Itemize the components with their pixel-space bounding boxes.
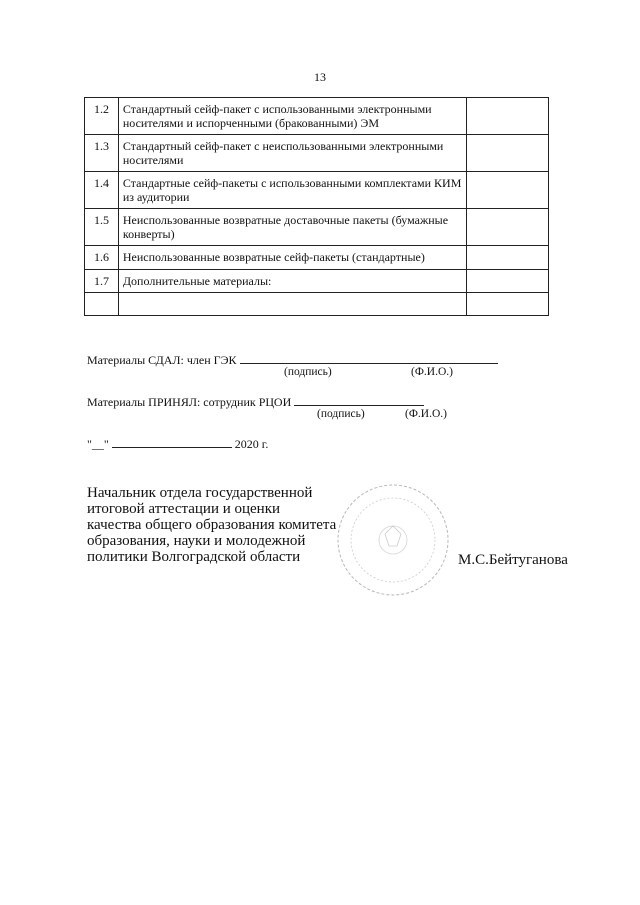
received-label: Материалы ПРИНЯЛ: сотрудник РЦОИ (87, 395, 292, 409)
row-number: 1.7 (85, 270, 119, 293)
row-value-cell[interactable] (466, 246, 548, 270)
row-description: Неиспользованные возвратные сейф-пакеты (стандартные) (118, 246, 466, 270)
table-row (85, 209, 549, 246)
row-number: 1.6 (85, 246, 119, 270)
materials-table (84, 97, 549, 316)
table-row (85, 270, 549, 293)
row-value-cell[interactable] (466, 270, 548, 293)
row-description (118, 293, 466, 316)
date-field[interactable] (112, 436, 232, 448)
received-name-hint: (Ф.И.О.) (405, 408, 447, 420)
row-value-cell[interactable] (466, 172, 548, 209)
handed-over-label: Материалы СДАЛ: член ГЭК (87, 353, 237, 367)
date-quote: "__" (87, 437, 109, 451)
official-stamp (333, 480, 453, 600)
date-year: 2020 г. (234, 437, 269, 451)
row-number: 1.4 (85, 172, 119, 209)
signer-name: М.С.Бейтуганова (458, 552, 568, 568)
row-description: Неиспользованные возвратные доставочные пакеты (бумажные конверты) (118, 209, 466, 246)
received-line (87, 394, 424, 410)
table-row (85, 246, 549, 270)
row-value-cell[interactable] (466, 98, 548, 135)
handed-over-name-hint: (Ф.И.О.) (411, 366, 453, 378)
received-sign-hint: (подпись) (317, 408, 365, 420)
row-number: 1.5 (85, 209, 119, 246)
table-row (85, 98, 549, 135)
page-number: 13 (314, 70, 326, 84)
row-value-cell[interactable] (466, 293, 548, 316)
row-number: 1.2 (85, 98, 119, 135)
handed-over-sign-hint: (подпись) (284, 366, 332, 378)
row-value-cell[interactable] (466, 209, 548, 246)
row-description: Стандартный сейф-пакет с использованными электронными носителями и испорченными (бракованными) ЭМ (118, 98, 466, 135)
row-number (85, 293, 119, 316)
row-description: Стандартный сейф-пакет с неиспользованными электронными носителями (118, 135, 466, 172)
row-description: Дополнительные материалы: (118, 270, 466, 293)
row-description: Стандартные сейф-пакеты с использованными комплектами КИМ из аудитории (118, 172, 466, 209)
received-signature-field[interactable] (294, 394, 424, 406)
date-line (87, 436, 268, 452)
table-row (85, 135, 549, 172)
row-number: 1.3 (85, 135, 119, 172)
row-value-cell[interactable] (466, 135, 548, 172)
signer-position: Начальник отдела государственной итоговой аттестации и оценки качества общего образования комитета образования, науки и молодежной политики Волгоградской области (87, 485, 337, 565)
table-row (85, 172, 549, 209)
handed-over-signature-field[interactable] (240, 352, 498, 364)
table-row (85, 293, 549, 316)
